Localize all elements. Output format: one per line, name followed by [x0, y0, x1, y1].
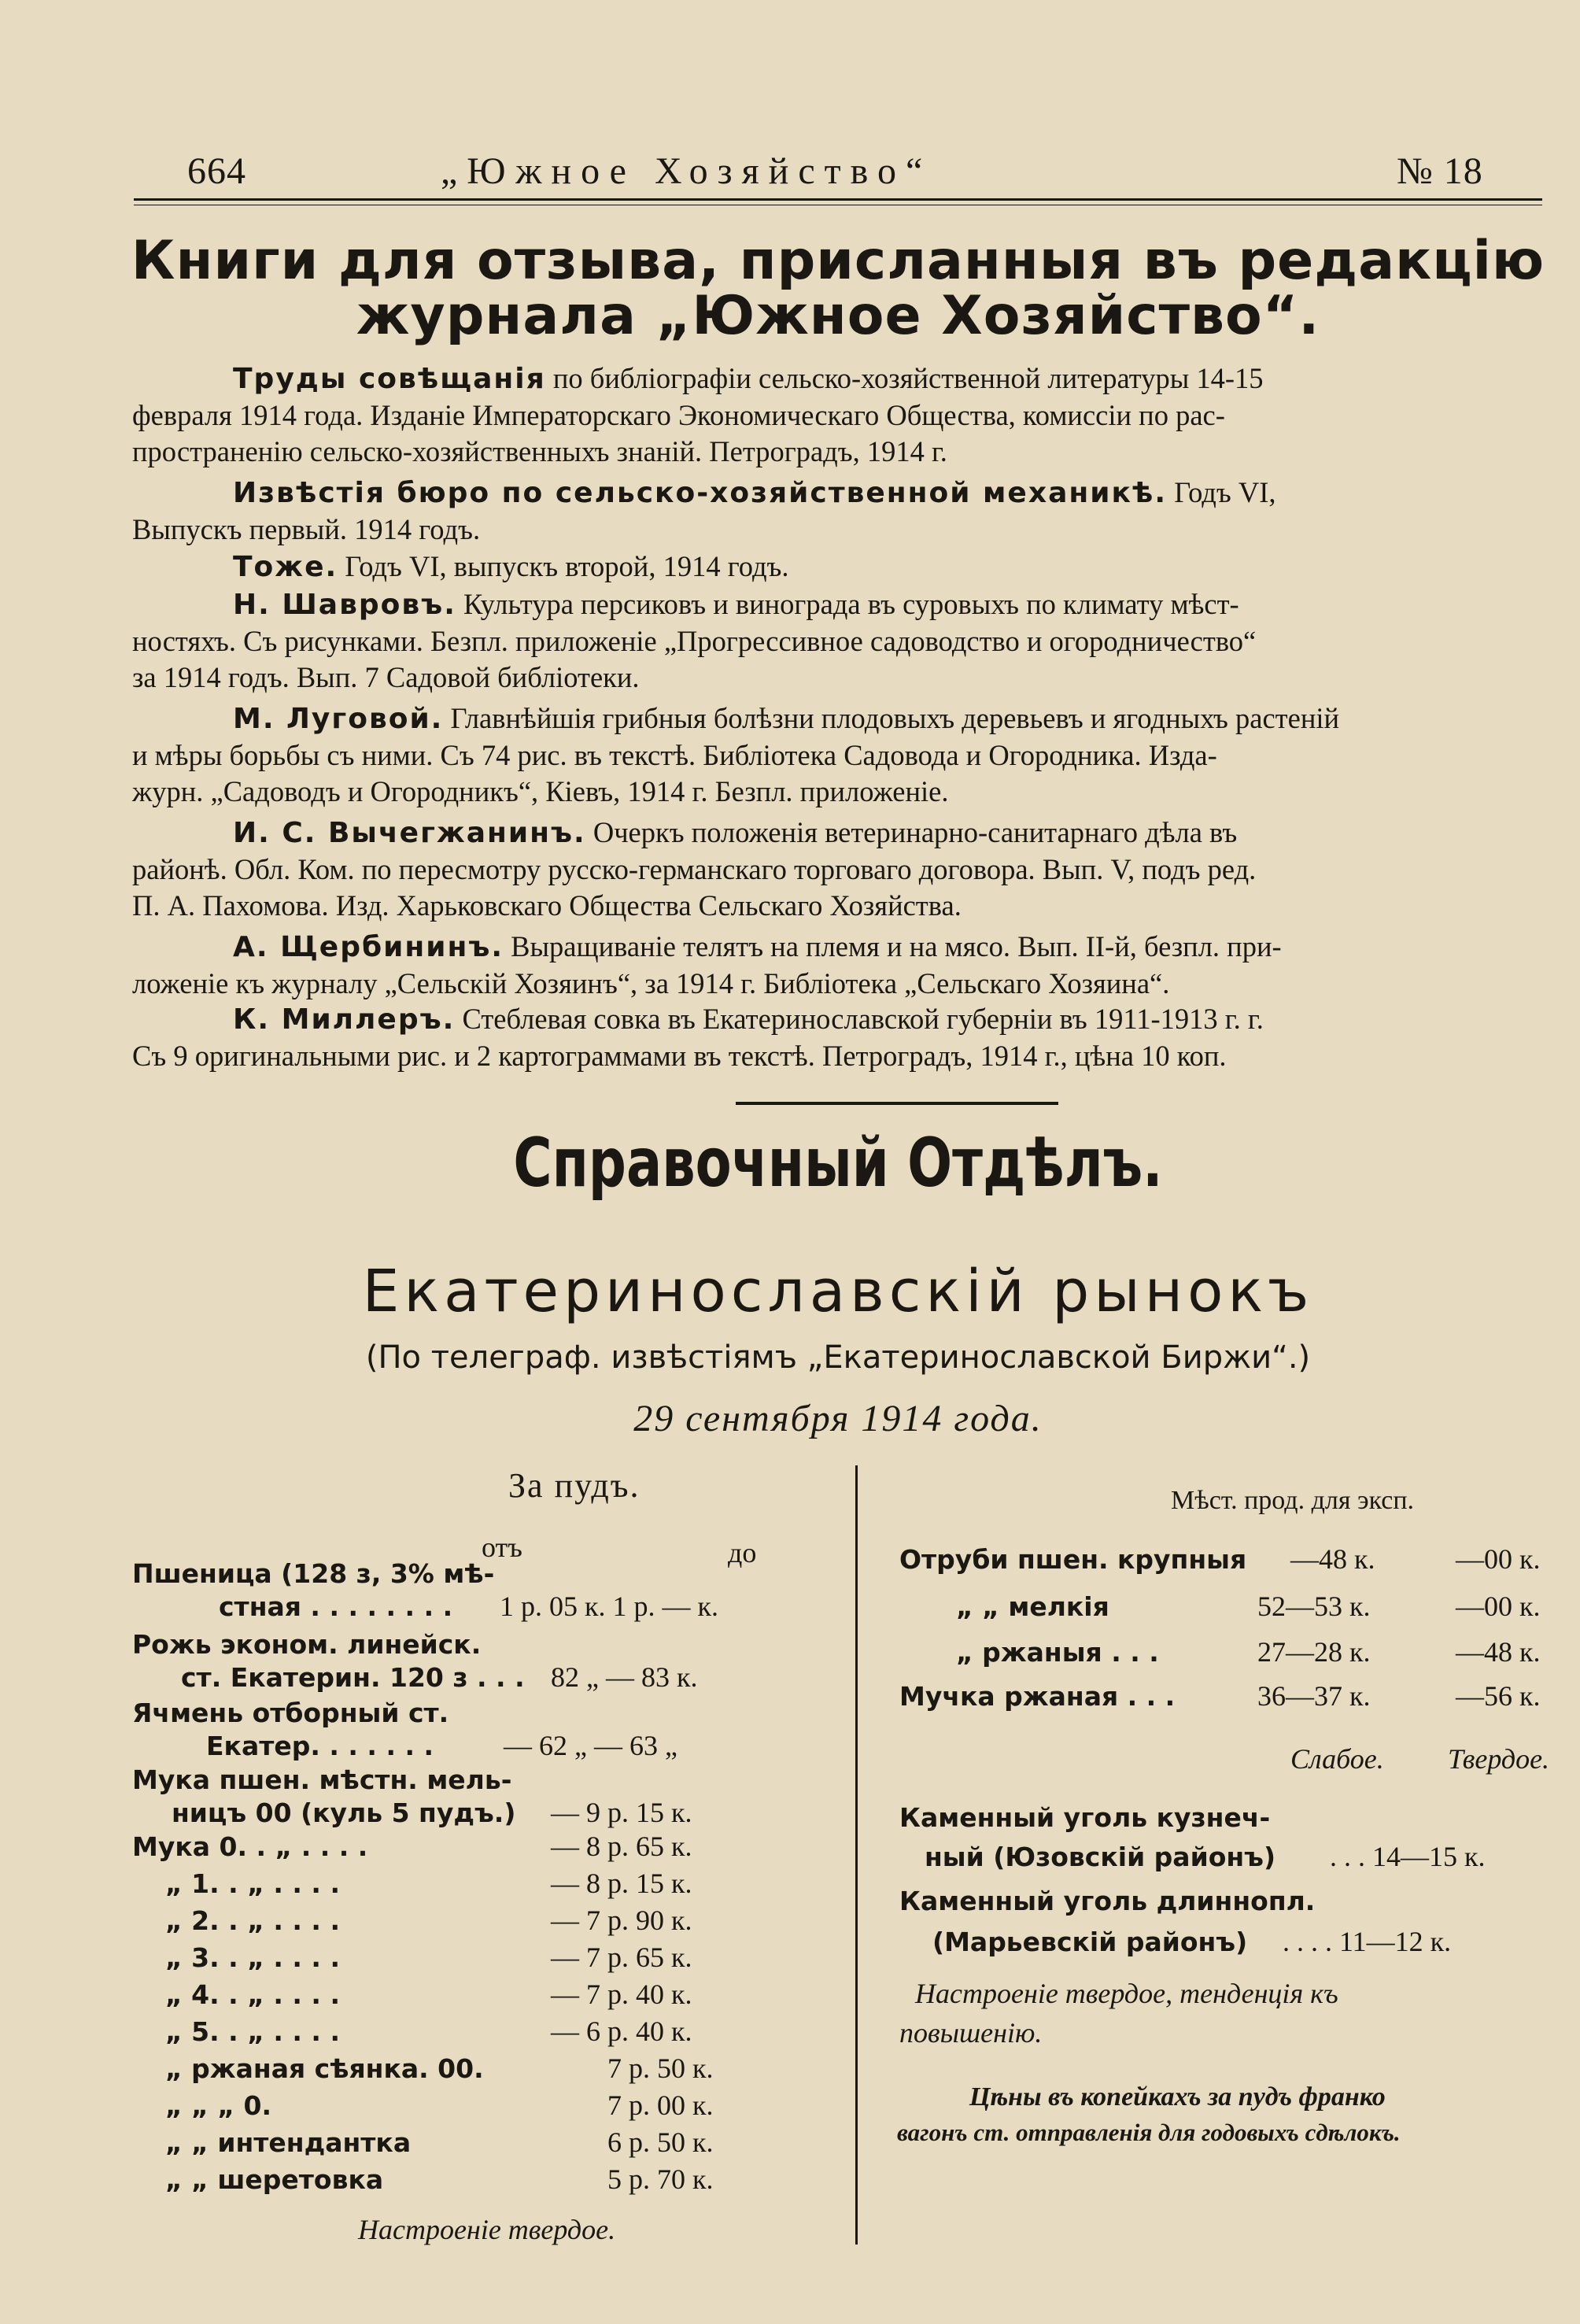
table-value: — 8 р. 15 к. — [551, 1868, 692, 1899]
price-note-2: вагонъ ст. отправленія для годовыхъ сдѣлокъ. — [897, 2119, 1401, 2146]
table-value: — 7 р. 90 к. — [551, 1905, 692, 1936]
entry-bold: А. Щербининъ. — [233, 931, 504, 963]
entry-bold: К. Миллеръ. — [233, 1003, 456, 1036]
table-row: Рожь эконом. линейск. — [132, 1629, 482, 1660]
table-row: „ 4. . „ . . . . — [165, 1979, 340, 2010]
table-value: 27—28 к. — [1257, 1636, 1371, 1668]
table-value: — 6 р. 40 к. — [551, 2015, 692, 2047]
table-value: — 7 р. 65 к. — [551, 1942, 692, 1973]
table-value: 36—37 к. — [1257, 1680, 1371, 1712]
table-value: — 8 р. 65 к. — [551, 1831, 692, 1862]
table-row: „ „ „ 0. — [165, 2090, 272, 2121]
table-value: . . . . 11—12 к. — [1283, 1926, 1452, 1957]
books-title-line1: Книги для отзыва, присланныя въ редакцію — [131, 230, 1545, 292]
table-value: — 7 р. 40 к. — [551, 1979, 692, 2010]
table-value: 6 р. 50 к. — [607, 2126, 714, 2158]
table-row: Мучка ржаная . . . — [899, 1681, 1176, 1712]
table-value: 5 р. 70 к. — [607, 2163, 714, 2195]
table-row: Ячмень отборный ст. — [132, 1698, 449, 1728]
table-value: 7 р. 00 к. — [607, 2089, 714, 2121]
book-entry: К. Миллеръ. Стеблевая совка въ Екатеринославской губерніи въ 1911-1913 г. г. Съ 9 оригинальными рис. и 2 картограммами въ текстѣ. Петроградъ, 1914 г., цѣна 10 коп. — [132, 1003, 1264, 1072]
table-row: (Марьевскій районъ) — [932, 1927, 1248, 1957]
table-value: — 9 р. 15 к. — [551, 1797, 692, 1828]
table-value: 7 р. 50 к. — [607, 2052, 714, 2084]
table-row: „ 5. . „ . . . . — [165, 2016, 340, 2047]
unit-heading: За пудъ. — [508, 1466, 640, 1505]
entry-bold: М. Луговой. — [233, 703, 444, 735]
table-value: —48 к. — [1290, 1543, 1375, 1575]
coal-mood-2: повышенію. — [899, 2017, 1043, 2049]
table-row: „ „ мелкія — [956, 1591, 1109, 1622]
table-row: „ „ интендантка — [165, 2127, 412, 2158]
export-value: —00 к. — [1456, 1591, 1541, 1622]
table-row: „ 2. . „ . . . . — [165, 1905, 340, 1936]
export-value: —56 к. — [1456, 1680, 1541, 1712]
table-row: Каменный уголь кузнеч- — [899, 1802, 1271, 1833]
book-entry: Труды совѣщанія по библіографіи сельско-хозяйственной литературы 14-15 февраля 1914 года. Изданіе Императорскаго Экономическаго Общества, комиссіи по рас- пространенію сельско-хозяйственныхъ знаній. Петроградъ, 1914 г. — [132, 362, 1264, 467]
mood-export: Твердое. — [1448, 1743, 1550, 1775]
journal-title: „Южное Хозяйство“ — [441, 150, 932, 192]
entry-bold: Тоже. — [233, 551, 338, 583]
reference-title: Справочный Отдѣлъ. — [513, 1124, 1163, 1203]
table-row: Отруби пшен. крупныя — [899, 1544, 1247, 1575]
table-row: ный (Юзовскій районъ) — [925, 1842, 1276, 1872]
col-from-heading: отъ — [482, 1531, 522, 1563]
table-row: „ 1. . „ . . . . — [165, 1868, 340, 1899]
book-entry: Извѣстія бюро по сельско-хозяйственной механикѣ. Годъ VI, Выпускъ первый. 1914 годъ. — [132, 476, 1276, 545]
issue-number: № 18 — [1397, 150, 1483, 192]
mood-local: Слабое. — [1290, 1743, 1384, 1775]
books-title-line2: журнала „Южное Хозяйство“. — [356, 285, 1320, 347]
table-row: ст. Екатерин. 120 з . . . — [181, 1662, 525, 1693]
table-value: 82 „ — 83 к. — [551, 1661, 698, 1693]
table-row: Каменный уголь длиннопл. — [899, 1886, 1316, 1916]
left-mood: Настроеніе твердое. — [358, 2214, 616, 2245]
table-row: ницъ 00 (куль 5 пудъ.) — [172, 1797, 516, 1828]
table-row: „ „ шеретовка — [165, 2164, 384, 2195]
table-value: . . . 14—15 к. — [1330, 1841, 1486, 1872]
page-number: 664 — [187, 150, 246, 192]
export-value: —00 к. — [1456, 1543, 1541, 1575]
price-note-1: Цѣны въ копейкахъ за пудъ франко — [969, 2082, 1386, 2112]
book-entry: А. Щербининъ. Выращиваніе телятъ на племя и на мясо. Вып. II-й, безпл. при- ложеніе къ журналу „Сельскій Хозяинъ“, за 1914 г. Библіотека „Сельскаго Хозяина“. — [132, 930, 1282, 999]
table-row: Пшеница (128 з, 3% мѣ- — [132, 1558, 495, 1589]
table-row: Мука пшен. мѣстн. мель- — [132, 1764, 512, 1795]
export-value: —48 к. — [1456, 1636, 1541, 1668]
book-entry: Тоже. Годъ VI, выпускъ второй, 1914 годъ. — [233, 550, 789, 583]
table-row: „ ржаная сѣянка. 00. — [165, 2053, 484, 2084]
book-entry: И. С. Вычегжанинъ. Очеркъ положенія ветеринарно-санитарнаго дѣла въ районѣ. Обл. Ком. по пересмотру русско-германскаго торговаго договора. Вып. V, подъ ред. П. А. Пахомова. Изд. Харьковскаго Общества Сельскаго Хозяйства. — [132, 816, 1257, 922]
section-divider — [736, 1102, 1058, 1105]
market-title: Екатеринославскій рынокъ — [362, 1258, 1314, 1325]
col-to-heading: до — [728, 1537, 757, 1568]
coal-mood-1: Настроеніе твердое, тенденція къ — [915, 1978, 1338, 2009]
table-value: 1 р. 05 к. 1 р. — к. — [500, 1591, 718, 1622]
table-row: Мука 0. . „ . . . . — [132, 1831, 368, 1862]
table-row: стная . . . . . . . . — [219, 1591, 453, 1622]
entry-bold: Н. Шавровъ. — [233, 589, 456, 621]
source-note: (По телеграф. извѣстіямъ „Екатеринославской Биржи“.) — [365, 1339, 1311, 1376]
book-entry: М. Луговой. Главнѣйшія грибныя болѣзни плодовыхъ деревьевъ и ягодныхъ растеній и мѣры борьбы съ ними. Съ 74 рис. въ текстѣ. Библіотека Садовода и Огородника. Изда- журн. „Садоводъ и Огородникъ“, Кіевъ, 1914 г. Безпл. приложеніе. — [132, 702, 1340, 807]
table-value: 52—53 к. — [1257, 1591, 1371, 1622]
table-value: — 62 „ — 63 „ — [504, 1730, 677, 1761]
table-row: Екатер. . . . . . . — [206, 1731, 434, 1761]
header-rule — [134, 198, 1542, 201]
table-row: „ ржаныя . . . — [956, 1637, 1159, 1668]
entry-bold: И. С. Вычегжанинъ. — [233, 817, 586, 849]
entry-bold: Труды совѣщанія — [233, 363, 546, 395]
book-entry: Н. Шавровъ. Культура персиковъ и винограда въ суровыхъ по климату мѣст- ностяхъ. Съ рисунками. Безпл. приложеніе „Прогрессивное садоводство и огородничество“ за 1914 годъ. Вып. 7 Садовой библіотеки. — [132, 588, 1257, 693]
right-heading: Мѣст. прод. для эксп. — [1171, 1486, 1415, 1515]
column-divider — [855, 1465, 858, 2245]
report-date: 29 сентября 1914 года. — [633, 1398, 1043, 1439]
entry-bold: Извѣстія бюро по сельско-хозяйственной механикѣ. — [233, 477, 1168, 509]
table-row: „ 3. . „ . . . . — [165, 1942, 340, 1973]
